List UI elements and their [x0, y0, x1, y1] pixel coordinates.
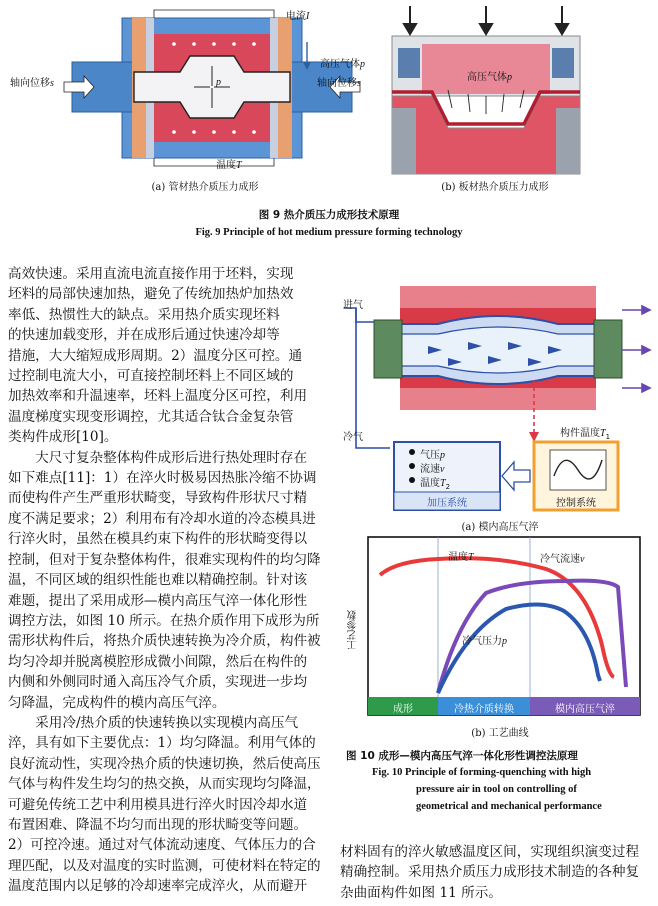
chart-ylabel: 工艺参数 — [348, 610, 359, 650]
inlet-label: 进气 — [343, 300, 363, 311]
fig9b-caption: (b) 板材热介质压力成形 — [441, 182, 549, 193]
fig9-caption-en: Fig. 9 Principle of hot medium pressure forming technology — [195, 227, 463, 238]
paragraph-line: 温度范围内以足够的冷却速率完成淬火，从而避开 — [8, 878, 308, 895]
stage-label-switch: 冷热介质转换 — [454, 704, 514, 715]
pressure-curve-label: 冷气压力p — [462, 636, 507, 647]
fig9a-diagram — [62, 4, 362, 174]
paragraph-line: 加热效率和升温速率，坯料上温度分区可控，利用 — [8, 388, 308, 405]
component-temp-label: 构件温度$T_1$ — [560, 428, 611, 441]
body-text-right — [340, 842, 652, 903]
paragraph-line: 采用冷/热介质的快速转换以实现模内高压气 — [8, 714, 299, 731]
paragraph-line: 措施，大大缩短成形周期。2）温度分区可控。通 — [8, 347, 303, 364]
fig10-caption-en-1: Fig. 10 Principle of forming-quenching with high — [372, 767, 592, 778]
paragraph-line: 精确控制。采用热介质压力成形技术制造的各种复 — [340, 864, 640, 881]
fig10b-chart — [346, 535, 646, 725]
paragraph-line: 淬，具有如下主要优点：1）均匀降温。利用气体的 — [8, 735, 316, 752]
control-system-label: 控制系统 — [556, 498, 596, 509]
paragraph-line: 难题，提出了采用成形—模内高压气淬一体化形性 — [8, 592, 308, 609]
fig10a-diagram — [338, 280, 654, 516]
fig9a-caption: (a) 管材热介质压力成形 — [151, 182, 259, 193]
paragraph-line: 温，不同区域的组织性能也难以精确控制。针对该 — [8, 572, 308, 589]
pressure-label-a: 高压气体p — [320, 59, 365, 70]
stage-label-quench: 模内高压气淬 — [555, 704, 615, 715]
body-text-left — [8, 264, 324, 897]
paragraph-line: 率低、热惯性大的缺点。采用热介质实现坯料 — [8, 306, 280, 323]
paragraph-line: 调控方法，如图 10 所示。在热介质作用下成形为所 — [8, 612, 320, 629]
paragraph-line: 良好流动性，实现冷热介质的快速切换，然后使高压 — [8, 755, 321, 772]
fig10-caption-cn: 图 10 成形—模内高压气淬一体化形性调控法原理 — [346, 750, 578, 762]
paragraph-line: 的快速加载变形，并在成形后通过快速冷却等 — [8, 327, 280, 344]
paragraph-line: 可避免传统工艺中利用模具进行淬火时因冷却水道 — [8, 796, 308, 813]
paragraph-line: 内侧和外侧同时通入高压冷气介质，实现进一步均 — [8, 674, 308, 691]
temp-curve-label: 温度T — [448, 552, 474, 563]
stage-label-forming: 成形 — [393, 704, 413, 715]
fig9b-diagram — [388, 4, 584, 176]
paragraph-line: 类构件成形[10]。 — [8, 429, 118, 446]
paragraph-line: 匀降温，完成构件的模内高压气淬。 — [8, 694, 226, 711]
axial-left-label: 轴向位移s — [10, 78, 54, 89]
paragraph-line: 如下难点[11]：1）在淬火时极易因热胀冷缩不协调 — [8, 470, 317, 487]
paragraph-line: 布置困难、降温不均匀而出现的形状畸变等问题。 — [8, 816, 308, 833]
param-temp: 温度$T_2$ — [420, 478, 451, 491]
paragraph-line: 而使构件产生严重形状畸变，导致构件形状尺寸精 — [8, 490, 308, 507]
param-pressure: 气压p — [420, 450, 445, 461]
cold-gas-label: 冷气 — [343, 432, 363, 443]
fig10b-caption: (b) 工艺曲线 — [471, 728, 529, 739]
paragraph-line: 控制，但对于复杂整体构件，很难实现构件的均匀降 — [8, 551, 321, 568]
paragraph-line: 温度梯度实现变形调控，尤其适合钛合金复杂管 — [8, 408, 294, 425]
fig9-caption-cn: 图 9 热介质压力成形技术原理 — [258, 209, 400, 221]
current-label: 电流I — [286, 11, 310, 22]
paragraph-line: 度不满足要求；2）利用布有冷却水道的冷态模具进 — [8, 510, 316, 527]
center-p-label: p — [216, 77, 221, 88]
pressurize-system-label: 加压系统 — [427, 498, 467, 509]
fig9 — [0, 0, 658, 245]
paragraph-line: 过控制电流大小，可直接控制坯料上不同区域的 — [8, 368, 294, 385]
paragraph-line: 材料固有的淬火敏感温度区间，实现组织演变过程 — [340, 844, 640, 860]
paragraph-line: 杂曲面构件如图 11 所示。 — [340, 884, 502, 901]
paragraph-line: 2）可控冷速。通过对气体流动速度、气体压力的合 — [8, 837, 316, 854]
flow-curve-label: 冷气流速v — [540, 554, 585, 565]
fig10a-caption: (a) 模内高压气淬 — [461, 522, 539, 533]
pressure-label-b: 高压气体p — [467, 72, 512, 83]
paragraph-line: 气体与构件发生均匀的热交换，从而实现均匀降温， — [8, 776, 321, 793]
param-flow: 流速v — [420, 464, 445, 475]
paragraph-line: 坯料的局部快速加热，避免了传统加热炉加热效 — [8, 286, 294, 303]
temp-label-a: 温度T — [216, 160, 242, 171]
paragraph-line: 需形状构件后，将热介质快速转换为冷介质，构件被 — [8, 633, 321, 650]
paragraph-line: 行淬火时，虽然在模具约束下构件的形状畸变得以 — [8, 531, 308, 548]
fig10-caption-en-2: pressure air in tool on controlling of — [416, 784, 577, 795]
paragraph-line: 大尺寸复杂整体构件成形后进行热处理时存在 — [8, 449, 308, 466]
axial-right-label: 轴向位移s — [317, 78, 361, 89]
fig10-caption-en-3: geometrical and mechanical performance — [416, 801, 602, 812]
paragraph-line: 理匹配，以及对温度的实时监测，可使材料在特定的 — [8, 857, 321, 874]
paragraph-line: 高效快速。采用直流电流直接作用于坯料，实现 — [8, 266, 294, 282]
paragraph-line: 均匀冷却并脱离模腔形成微小间隙，然后在构件的 — [8, 653, 308, 670]
